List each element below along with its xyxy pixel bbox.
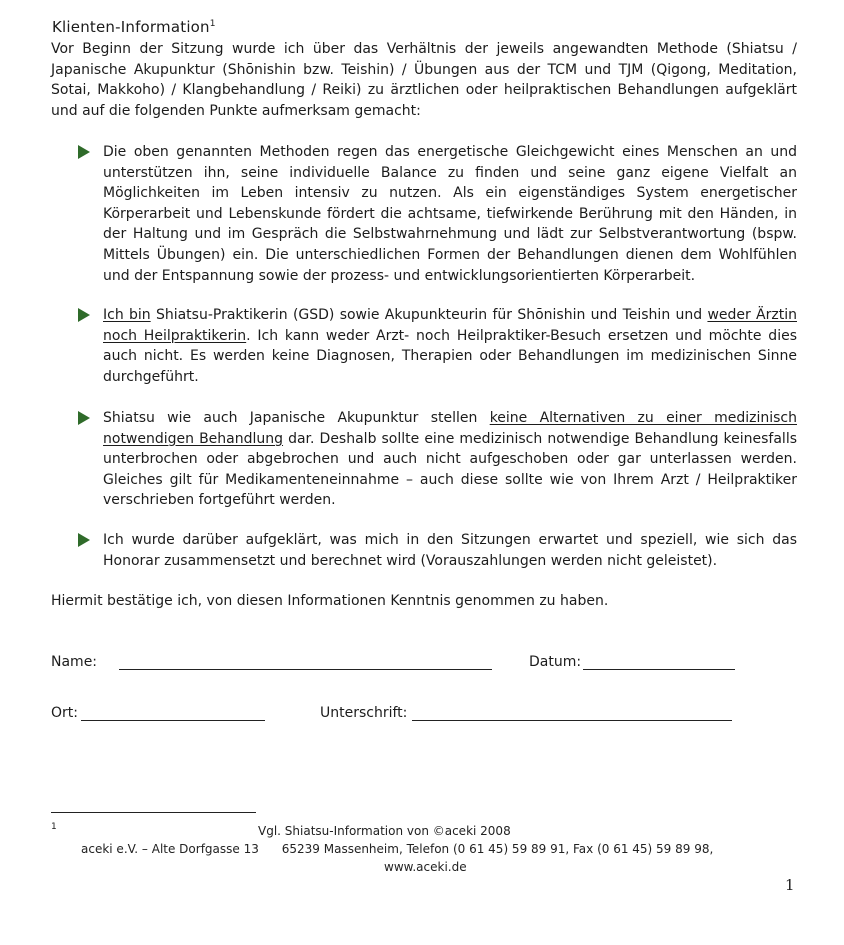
footnote-website: www.aceki.de: [384, 860, 467, 874]
place-field-line[interactable]: [81, 720, 265, 721]
bullet-arrow-icon: [78, 533, 90, 547]
name-field-line[interactable]: [119, 669, 492, 670]
bullet-text: Ich bin Shiatsu-Praktikerin (GSD) sowie Akupunkteurin für Shōnishin und Teishin und weder Ärztin noch Heilpraktikerin. Ich kann weder Arzt- noch Heilpraktiker-Besuch ersetzen und möchte dies auch nicht. Es werden keine Diagnosen, Therapien oder Behandlungen im medizinischen Sinne durchgeführt.: [103, 307, 797, 385]
footnote-reference: 1: [209, 19, 216, 29]
date-label: Datum:: [529, 654, 582, 670]
place-label: Ort:: [51, 705, 78, 721]
bullet-arrow-icon: [78, 145, 90, 159]
signature-label: Unterschrift:: [320, 705, 408, 721]
underlined-text: keine Alternativen zu einer medizinisch notwendigen Behandlung: [103, 410, 797, 447]
intro-paragraph: Vor Beginn der Sitzung wurde ich über das Verhältnis der jeweils angewandten Methode (Shiatsu / Japanische Akupunktur (Shōnishin bzw. Teishin) / Übungen aus der TCM und TJM (Qigong, Meditation, Sotai, Makkoho) / Klangbehandlung / Reiki) zu ärztlichen oder heilpraktischen Behandlungen aufgeklärt und auf die folgenden Punkte aufmerksam gemacht:: [51, 41, 797, 119]
underlined-text: weder Ärztin noch Heilpraktikerin: [103, 307, 797, 344]
bullet-arrow-icon: [78, 308, 90, 322]
confirmation-statement: Hiermit bestätige ich, von diesen Informationen Kenntnis genommen zu haben.: [51, 593, 609, 609]
footnote-divider: [51, 812, 256, 813]
bullet-arrow-icon: [78, 411, 90, 425]
bullet-text: Shiatsu wie auch Japanische Akupunktur stellen keine Alternativen zu einer medizinisch notwendigen Behandlung dar. Deshalb sollte eine medizinisch notwendige Behandlung keinesfalls unterbrochen oder abgebrochen und auch nicht aufgeschoben oder gar unterlassen werden. Gleiches gilt für Medikamenteneinnahme – auch diese sollte wie von Ihrem Arzt / Heilpraktiker verschrieben fortgeführt werden.: [103, 410, 797, 509]
page-number: 1: [785, 876, 795, 894]
bullet-text: Ich wurde darüber aufgeklärt, was mich in den Sitzungen erwartet und speziell, wie sich das Honorar zusammensetzt und berechnet wird (Vorauszahlungen werden nicht geleistet).: [103, 532, 797, 569]
bullet-text: Die oben genannten Methoden regen das energetische Gleichgewicht eines Menschen an und unterstützen ihn, seine individuelle Balance zu finden und seine ganz eigene Vielfalt an Möglichkeiten im Leben intensiv zu nutzen. Als ein eigenständiges System energetischer Körperarbeit und Lebenskunde fördert die achtsame, tiefwirkende Berührung mit den Händen, in der Haltung und im Gespräch die Selbstwahrnehmung und lädt zur Selbstverantwortung (bspw. Mittels Übungen) ein. Die unterschiedlichen Formen der Behandlungen dienen dem Wohlfühlen und der Entspannung sowie der prozess- und entwicklungsorientierten Körperarbeit.: [103, 144, 797, 284]
footnote-address: aceki e.V. – Alte Dorfgasse 13 65239 Massenheim, Telefon (0 61 45) 59 89 91, Fax (0 61 45) 59 89 98,: [81, 842, 714, 856]
underlined-text: Ich bin: [103, 307, 151, 323]
signature-field-line[interactable]: [412, 720, 732, 721]
name-label: Name:: [51, 654, 98, 670]
document-title: Klienten-Information$^1$: [52, 18, 216, 36]
footnote-number: 1: [51, 822, 57, 832]
date-field-line[interactable]: [583, 669, 735, 670]
footnote-source: Vgl. Shiatsu-Information von ©aceki 2008: [258, 824, 511, 838]
